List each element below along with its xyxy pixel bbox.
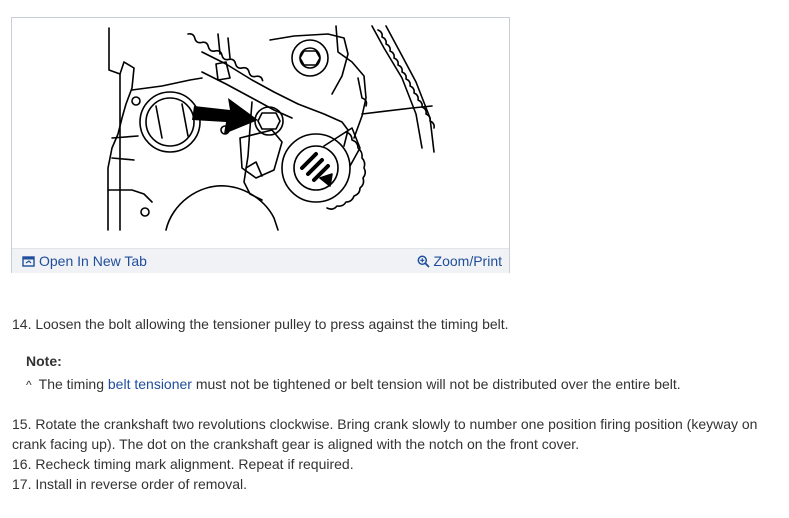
- open-new-tab-icon: [22, 255, 35, 268]
- zoom-print-label: Zoom/Print: [433, 253, 502, 269]
- zoom-print-link[interactable]: [417, 253, 502, 269]
- step-16-text: 16. Recheck timing mark alignment. Repeat if required.: [12, 456, 354, 472]
- note-suffix: must not be tightened or belt tension will not be distributed over the entire belt.: [191, 376, 681, 392]
- step-14-text: 14. Loosen the bolt allowing the tensioner pulley to press against the timing belt.: [12, 316, 509, 332]
- figure-toolbar: [12, 248, 509, 273]
- note-caret: ^: [26, 378, 32, 392]
- step-15-text: 15. Rotate the crankshaft two revolutions clockwise. Bring crank slowly to number one position firing position (keyway on crank facing up). The dot on the crankshaft gear is aligned with the notch on the front cover.: [12, 416, 758, 452]
- steps-list: [12, 414, 782, 494]
- note-heading: Note:: [26, 353, 62, 369]
- step-17-text: 17. Install in reverse order of removal.: [12, 476, 247, 492]
- open-in-new-tab-link[interactable]: [22, 253, 147, 269]
- magnifier-plus-icon: [417, 255, 430, 268]
- timing-belt-diagram: [12, 18, 509, 248]
- open-in-new-tab-label: Open In New Tab: [39, 253, 147, 269]
- note-prefix: The timing: [38, 376, 108, 392]
- note-item: [26, 374, 681, 395]
- belt-tensioner-link[interactable]: belt tensioner: [107, 376, 192, 392]
- figure-card: [11, 17, 510, 273]
